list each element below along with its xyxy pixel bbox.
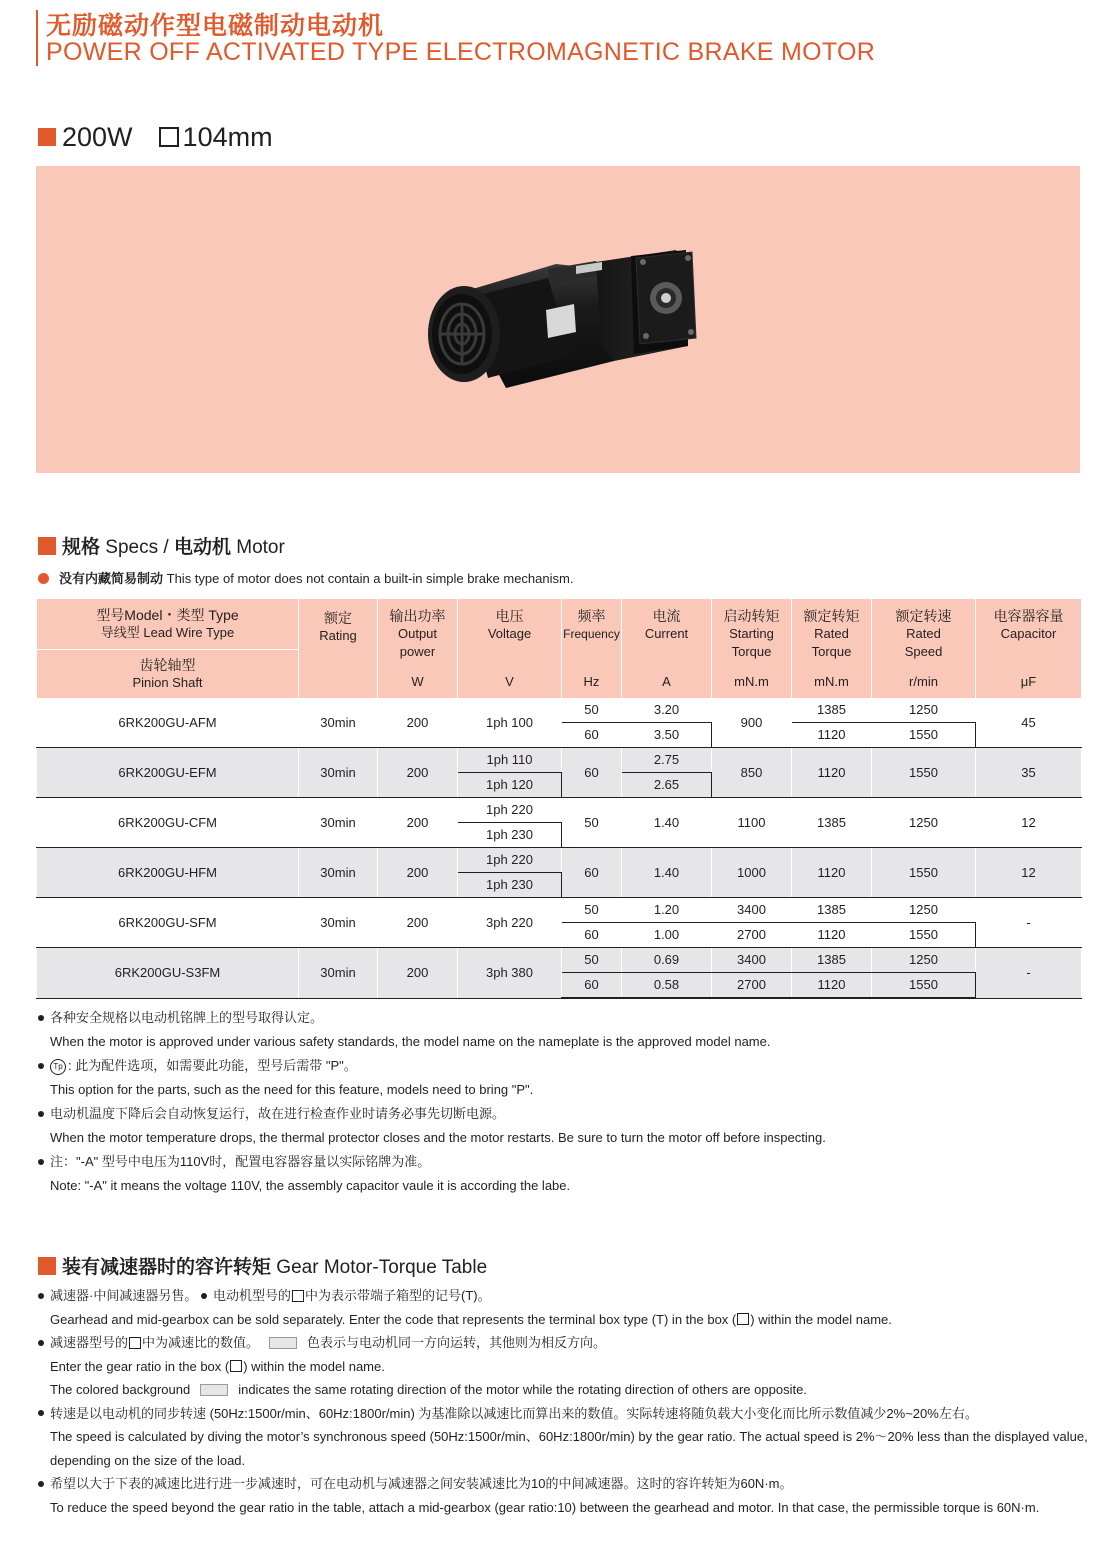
cell-capacitor: 45 <box>976 698 1082 748</box>
gear-note-item: 转速是以电动机的同步转速 (50Hz:1500r/min、60Hz:1800r/min) 为基准除以减速比而算出来的数值。实际转速将随负载大小变化而比所示数值减少2%~20%左右。 <box>38 1402 1098 1426</box>
cell-rating: 30min <box>299 948 378 999</box>
col-current-header: 电流 Current A <box>622 599 712 698</box>
bullet-icon <box>38 1293 44 1299</box>
bullet-icon <box>38 1340 44 1346</box>
cell-rated-torque: 1385 <box>792 898 872 923</box>
cell-capacitor: - <box>976 948 1082 999</box>
bullet-icon <box>38 1410 44 1416</box>
col-rating-header: 额定 Rating <box>299 599 378 698</box>
cell-starting-torque: 850 <box>712 748 792 798</box>
cell-output: 200 <box>378 748 458 798</box>
cell-capacitor: 12 <box>976 798 1082 848</box>
section-square-icon <box>38 537 56 555</box>
gear-title-en: Gear Motor-Torque Table <box>276 1257 488 1278</box>
bullet-icon <box>38 1015 44 1021</box>
header-accent-bar <box>36 10 38 66</box>
cell-rated-torque: 1120 <box>792 848 872 898</box>
spec-notes <box>38 1006 1088 1198</box>
gear-note-item-en: The speed is calculated by diving the motor’s synchronous speed (50Hz:1500r/min、60Hz:1800r/min) by the gear ratio. The actual speed is 2%～20% less than the displayed value, depending on the size of the load. <box>50 1429 1088 1468</box>
bullet-dot-icon <box>38 573 49 584</box>
note-item-en: When the motor temperature drops, the thermal protector closes and the motor restarts. Be sure to turn the motor off before inspecting. <box>50 1130 826 1145</box>
gear-section-title <box>38 1252 487 1279</box>
cell-frequency: 60 <box>562 723 622 748</box>
brake-note-cn: 没有内藏简易制动 <box>59 571 164 586</box>
table-row <box>37 948 1082 973</box>
page-title-cn: 无励磁动作型电磁制动电动机 <box>46 12 385 40</box>
cell-rated-torque: 1385 <box>792 698 872 723</box>
cell-frequency: 50 <box>562 798 622 848</box>
cell-starting-torque: 1000 <box>712 848 792 898</box>
model-power: 200W <box>62 122 133 152</box>
specs-title-en: Specs <box>105 537 159 558</box>
note-item-en: This option for the parts, such as the need for this feature, models need to bring "P". <box>50 1082 534 1097</box>
note-item: 电动机温度下降后会自动恢复运行，故在进行检查作业时请务必事先切断电源。 <box>38 1102 1088 1126</box>
cell-current: 1.00 <box>622 923 712 948</box>
gear-notes <box>38 1284 1098 1519</box>
cell-current: 1.40 <box>622 848 712 898</box>
bullet-icon <box>38 1063 44 1069</box>
cell-voltage: 1ph 120 <box>458 773 562 798</box>
table-row <box>37 798 1082 823</box>
specs-section-title <box>38 532 285 559</box>
cell-rated-speed: 1550 <box>872 923 976 948</box>
cell-rated-speed: 1550 <box>872 723 976 748</box>
cell-frequency: 50 <box>562 898 622 923</box>
note-item-en: When the motor is approved under various safety standards, the model name on the nameplate is the approved model name. <box>50 1034 771 1049</box>
cell-rating: 30min <box>299 748 378 798</box>
cell-starting-torque: 900 <box>712 698 792 748</box>
cell-frequency: 60 <box>562 848 622 898</box>
bullet-icon <box>38 1159 44 1165</box>
cell-rated-speed: 1550 <box>872 973 976 999</box>
specs-title-cn: 规格 <box>62 537 101 558</box>
cell-voltage: 1ph 100 <box>458 698 562 748</box>
table-row <box>37 848 1082 873</box>
col-starting-torque-header: 启动转矩 Starting Torque mN.m <box>712 599 792 698</box>
frame-square-icon <box>159 127 179 147</box>
bullet-icon <box>38 1111 44 1117</box>
note-item: 各种安全规格以电动机铭牌上的型号取得认定。 <box>38 1006 1088 1030</box>
cell-frequency: 50 <box>562 948 622 973</box>
cell-voltage: 1ph 110 <box>458 748 562 773</box>
note-item-en: Note: "-A" it means the voltage 110V, the assembly capacitor vaule it is according the labe. <box>50 1178 571 1193</box>
cell-rating: 30min <box>299 698 378 748</box>
cell-rated-torque: 1120 <box>792 923 872 948</box>
cell-voltage: 3ph 380 <box>458 948 562 999</box>
cell-model: 6RK200GU-EFM <box>37 748 299 798</box>
cell-current: 3.50 <box>622 723 712 748</box>
cell-rated-torque: 1120 <box>792 973 872 999</box>
cell-current: 0.69 <box>622 948 712 973</box>
model-spec-line <box>38 122 273 153</box>
cell-frequency: 60 <box>562 973 622 999</box>
specs-title-sep: / <box>163 537 169 558</box>
col-model-header: 型号Model・类型 Type 导线型 Lead Wire Type <box>37 599 299 650</box>
box-placeholder-icon <box>737 1313 749 1325</box>
gear-note-item-en: The colored background indicates the same rotating direction of the motor while the rotating direction of others are opposite. <box>50 1382 807 1397</box>
cell-current: 3.20 <box>622 698 712 723</box>
table-row <box>37 898 1082 923</box>
cell-rated-speed: 1250 <box>872 798 976 848</box>
cell-rated-speed: 1250 <box>872 698 976 723</box>
col-rated-torque-header: 额定转矩 Rated Torque mN.m <box>792 599 872 698</box>
col-frequency-header: 频率 Frequency Hz <box>562 599 622 698</box>
box-placeholder-icon <box>129 1337 141 1349</box>
brake-note <box>38 568 573 587</box>
cell-rated-torque: 1120 <box>792 748 872 798</box>
col-rated-speed-header: 额定转速 Rated Speed r/min <box>872 599 976 698</box>
cell-capacitor: - <box>976 898 1082 948</box>
cell-starting-torque: 3400 <box>712 948 792 973</box>
cell-voltage: 1ph 220 <box>458 848 562 873</box>
color-swatch-icon <box>200 1384 228 1396</box>
cell-output: 200 <box>378 848 458 898</box>
cell-capacitor: 12 <box>976 848 1082 898</box>
brake-note-en: This type of motor does not contain a built-in simple brake mechanism. <box>166 571 574 586</box>
cell-rated-torque: 1120 <box>792 723 872 748</box>
tp-badge-icon: Tp <box>50 1059 66 1075</box>
box-placeholder-icon <box>230 1360 242 1372</box>
col-capacitor-header: 电容器容量 Capacitor μF <box>976 599 1082 698</box>
cell-model: 6RK200GU-AFM <box>37 698 299 748</box>
gear-note-item-en: Gearhead and mid-gearbox can be sold separately. Enter the code that represents the terminal box type (T) in the box ( ) within the model name. <box>50 1311 892 1327</box>
box-placeholder-icon <box>292 1290 304 1302</box>
gear-title-cn: 装有减速器时的容许转矩 <box>62 1257 272 1278</box>
motor-photo-icon <box>36 166 1080 473</box>
cell-starting-torque: 2700 <box>712 973 792 999</box>
section-square-icon <box>38 1257 56 1275</box>
table-row <box>37 748 1082 773</box>
cell-current: 2.75 <box>622 748 712 773</box>
cell-voltage: 1ph 230 <box>458 873 562 898</box>
cell-model: 6RK200GU-CFM <box>37 798 299 848</box>
gear-note-item: 减速器·中间减速器另售。 电动机型号的 中为表示带端子箱型的记号(T)。 <box>38 1284 1098 1308</box>
cell-output: 200 <box>378 948 458 999</box>
cell-rating: 30min <box>299 848 378 898</box>
cell-rated-speed: 1550 <box>872 848 976 898</box>
cell-voltage: 3ph 220 <box>458 898 562 948</box>
gear-note-item-en: Enter the gear ratio in the box ( ) within the model name. <box>50 1358 385 1374</box>
model-frame: 104mm <box>182 122 273 152</box>
cell-model: 6RK200GU-HFM <box>37 848 299 898</box>
cell-rated-torque: 1385 <box>792 798 872 848</box>
cell-starting-torque: 1100 <box>712 798 792 848</box>
cell-current: 1.40 <box>622 798 712 848</box>
cell-frequency: 60 <box>562 923 622 948</box>
cell-voltage: 1ph 220 <box>458 798 562 823</box>
motor-title-cn: 电动机 <box>173 537 231 558</box>
bullet-icon <box>201 1293 207 1299</box>
specs-table <box>36 599 1082 999</box>
cell-starting-torque: 3400 <box>712 898 792 923</box>
gear-note-item: 希望以大于下表的减速比进行进一步减速时，可在电动机与减速器之间安装减速比为10的中间减速器。这时的容许转矩为60N·m。 <box>38 1472 1098 1496</box>
color-swatch-icon <box>269 1337 297 1349</box>
cell-output: 200 <box>378 698 458 748</box>
product-photo-panel <box>36 166 1080 473</box>
cell-current: 2.65 <box>622 773 712 798</box>
cell-current: 0.58 <box>622 973 712 999</box>
page-title-en: POWER OFF ACTIVATED TYPE ELECTROMAGNETIC BRAKE MOTOR <box>46 38 876 66</box>
cell-capacitor: 35 <box>976 748 1082 798</box>
cell-rated-speed: 1250 <box>872 948 976 973</box>
cell-model: 6RK200GU-SFM <box>37 898 299 948</box>
cell-output: 200 <box>378 798 458 848</box>
cell-frequency: 60 <box>562 748 622 798</box>
table-row <box>37 698 1082 723</box>
bullet-icon <box>38 1481 44 1487</box>
cell-current: 1.20 <box>622 898 712 923</box>
gear-note-item-en: To reduce the speed beyond the gear ratio in the table, attach a mid-gearbox (gear ratio:10) between the gearhead and motor. In that case, the permissible torque is 60N·m. <box>50 1499 1040 1515</box>
gear-note-item: 减速器型号的 中为减速比的数值。 色表示与电动机同一方向运转，其他则为相反方向。 <box>38 1331 1098 1355</box>
cell-rated-torque: 1385 <box>792 948 872 973</box>
cell-starting-torque: 2700 <box>712 923 792 948</box>
col-pinion-header: 齿轮轴型 Pinion Shaft <box>37 650 299 699</box>
note-item: Tp : 此为配件选项，如需要此功能，型号后需带 "P"。 <box>38 1054 1088 1078</box>
cell-rating: 30min <box>299 798 378 848</box>
note-item: 注："-A" 型号中电压为110V时，配置电容器容量以实际铭牌为准。 <box>38 1150 1088 1174</box>
col-voltage-header: 电压 Voltage V <box>458 599 562 698</box>
col-output-header: 输出功率 Output power W <box>378 599 458 698</box>
cell-rating: 30min <box>299 898 378 948</box>
cell-voltage: 1ph 230 <box>458 823 562 848</box>
section-square-icon <box>38 128 56 146</box>
cell-output: 200 <box>378 898 458 948</box>
motor-title-en: Motor <box>236 537 285 558</box>
cell-model: 6RK200GU-S3FM <box>37 948 299 999</box>
cell-rated-speed: 1250 <box>872 898 976 923</box>
cell-rated-speed: 1550 <box>872 748 976 798</box>
cell-frequency: 50 <box>562 698 622 723</box>
